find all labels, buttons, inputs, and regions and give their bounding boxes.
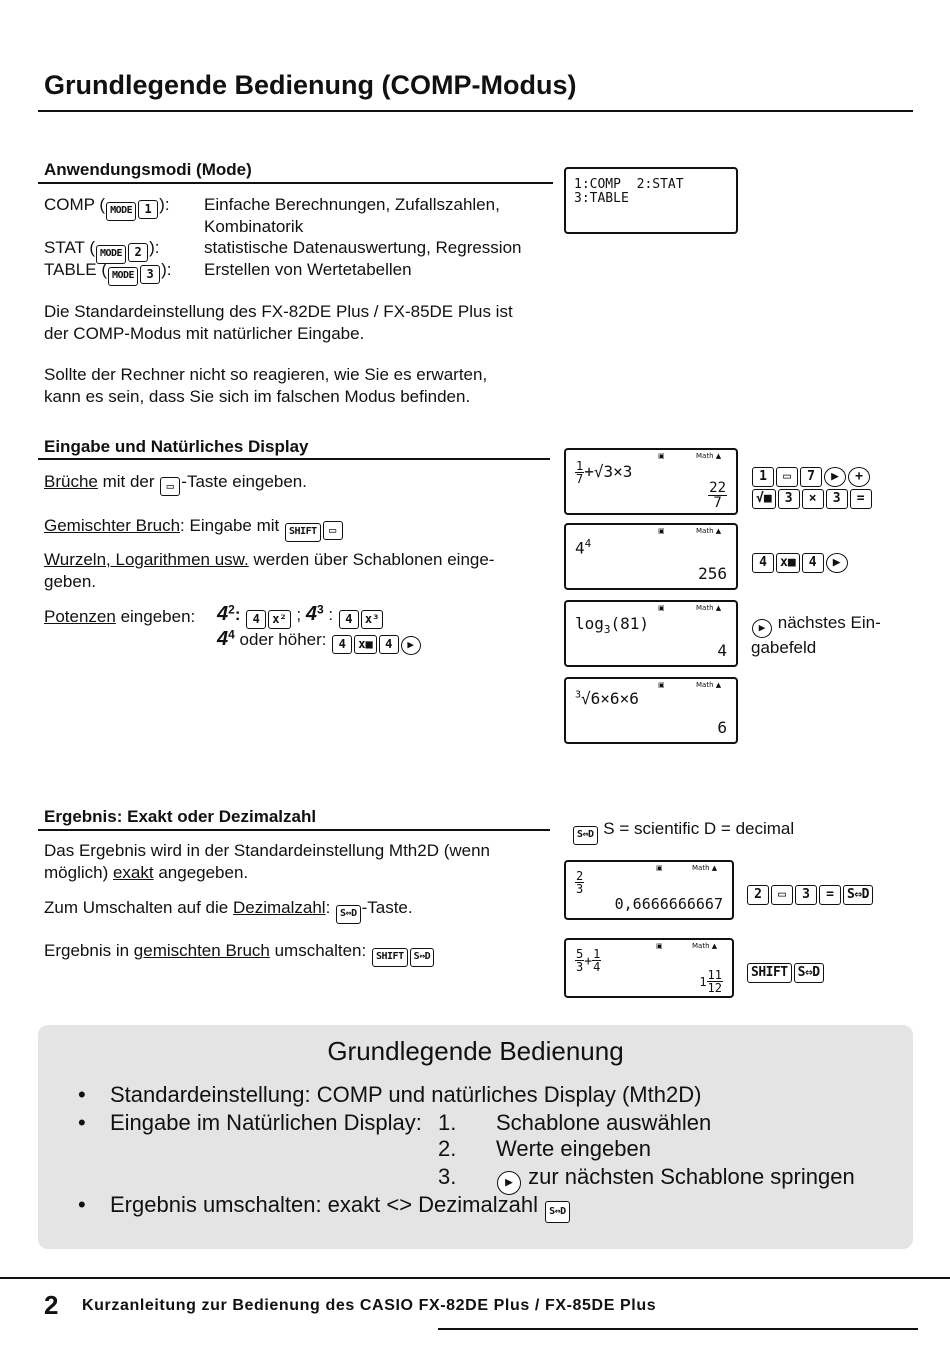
input-heading: Eingabe und Natürliches Display [44, 437, 309, 456]
mode-key: MODE [108, 267, 138, 286]
summary-step-3: ▶ zur nächsten Schablone springen [496, 1163, 855, 1195]
modes-heading-rule [38, 182, 553, 184]
keys-fraction-root-row1: 1 ▭ 7 ▶ + [751, 461, 871, 487]
sd-key: S⇔D [336, 905, 361, 924]
fraction-key: ▭ [323, 521, 343, 540]
screen-decimal: ▣ Math ▲ $\frac{2}{3}$ 0,6666666667 [564, 860, 734, 920]
title-divider [38, 110, 913, 112]
right-arrow-icon: ▶ [826, 553, 848, 573]
mode-stat-desc: statistische Datenauswertung, Regression [204, 238, 522, 257]
summary-step-1: Schablone auswählen [496, 1110, 712, 1135]
mixed-fraction-line: Gemischter Bruch: Eingabe mit SHIFT ▭ [44, 515, 344, 542]
result-exact-paragraph: Das Ergebnis wird in der Standardeinstellung Mth2D (wenn möglich) exakt angegeben. [44, 841, 491, 882]
key-3: 3 [140, 265, 160, 284]
x-squared-key: x² [268, 610, 290, 629]
sd-key: S⇔D [545, 1201, 570, 1223]
screen-logarithm: ▣ Math ▲ $\log_3(81)$ 4 [564, 600, 738, 667]
result-heading: Ergebnis: Exakt oder Dezimalzahl [44, 807, 317, 826]
screen-power: ▣ Math ▲ $4^4$ 256 [564, 523, 738, 590]
mode-table-label: TABLE ( MODE 3 ): [44, 259, 171, 286]
right-arrow-icon: ▶ [824, 467, 846, 487]
screen-mixed-fraction: ▣ Math ▲ $\frac{5}{3}$ + $\frac{1}{4}$ 1 $\frac{11}{12}$ [564, 938, 734, 998]
input-heading-rule [38, 458, 550, 460]
powers-examples: $4^2$: 4 x² ; $4^3$ : 4 x³ [217, 602, 384, 629]
page-number: 2 [44, 1290, 59, 1320]
summary-bullet-input: Eingabe im Natürlichen Display: [110, 1110, 422, 1135]
fractions-line: Brüche mit der ▭ -Taste eingeben. [44, 471, 307, 496]
fraction-key: ▭ [160, 477, 180, 496]
keys-mixed-fraction: SHIFT S⇔D [746, 957, 825, 983]
sd-legend: S⇔D S = scientific D = decimal [572, 818, 794, 845]
default-setting-paragraph: Die Standardeinstellung des FX-82DE Plus / FX-85DE Plus ist der COMP-Modus mit natürlicher Eingabe. [44, 302, 513, 343]
summary-box: Grundlegende Bedienung • Standardeinstellung: COMP und natürliches Display (Mth2D) • Eingabe im Natürlichen Display: 1. Schablone auswählen 2. Werte eingeben 3. ▶ zur nächsten Schablone springen • Ergebnis umschalten: exakt <> Dezimalzahl S⇔D [38, 1025, 913, 1249]
mode-comp-desc: Einfache Berechnungen, Zufallszahlen, Kombinatorik [204, 195, 500, 236]
screen-cube-root: ▣ Math ▲ $^3$√6×6×6 6 [564, 677, 738, 744]
wrong-mode-paragraph: Sollte der Rechner nicht so reagieren, wie Sie es erwarten, kann es sein, dass Sie sich im falschen Modus befinden. [44, 365, 488, 406]
key-2: 2 [128, 243, 148, 262]
keys-decimal: 2 ▭ 3 = S⇔D [746, 879, 874, 905]
result-heading-rule [38, 829, 550, 831]
modes-heading: Anwendungsmodi (Mode) [44, 160, 252, 179]
mode-comp-label: COMP ( MODE 1 ): [44, 194, 170, 221]
footer-underline [438, 1328, 918, 1330]
mode-key: MODE [96, 245, 126, 264]
page-title: Grundlegende Bedienung (COMP-Modus) [44, 70, 577, 100]
powers-line: Potenzen eingeben: [44, 607, 196, 626]
key-4: 4 [379, 635, 399, 654]
mode-menu-text: 1:COMP 2:STAT 3:TABLE [574, 177, 684, 206]
right-arrow-icon: ▶ [401, 636, 421, 655]
mode-table-desc: Erstellen von Wertetabellen [204, 260, 412, 279]
summary-title: Grundlegende Bedienung [327, 1036, 624, 1066]
shift-key: SHIFT [372, 948, 408, 967]
summary-bullet-result: Ergebnis umschalten: exakt <> Dezimalzahl S⇔D [110, 1191, 571, 1223]
roots-line: Wurzeln, Logarithmen usw. werden über Schablonen einge- geben. [44, 550, 495, 591]
x-power-key: x■ [354, 635, 376, 654]
sd-key: S⇔D [410, 948, 435, 967]
x-cubed-key: x³ [361, 610, 383, 629]
mode-key: MODE [106, 202, 136, 221]
summary-bullet-default: Standardeinstellung: COMP und natürliches Display (Mth2D) [110, 1082, 702, 1107]
footer-divider [0, 1277, 950, 1279]
keys-power: 4 x■ 4 ▶ [751, 547, 849, 573]
mode-menu-screen [564, 167, 738, 234]
key-4: 4 [339, 610, 359, 629]
sd-key: S⇔D [573, 826, 598, 845]
key-1: 1 [138, 200, 158, 219]
key-4: 4 [246, 610, 266, 629]
result-decimal-line: Zum Umschalten auf die Dezimalzahl: S⇔D -Taste. [44, 897, 413, 924]
key-4: 4 [332, 635, 352, 654]
shift-key: SHIFT [285, 523, 321, 542]
footer-text: Kurzanleitung zur Bedienung des CASIO FX-82DE Plus / FX-85DE Plus [82, 1297, 657, 1314]
powers-higher: $4^4$ oder höher: 4 x■ 4 ▶ [217, 627, 422, 655]
next-field-note: ▶ nächstes Ein- gabefeld [751, 613, 881, 657]
screen-fraction-root: ▣ Math ▲ $\frac{1}{7}$ +√3×3 $\frac{22}{7}$ [564, 448, 738, 515]
summary-step-2: Werte eingeben [496, 1136, 651, 1161]
result-mixed-line: Ergebnis in gemischten Bruch umschalten: SHIFT S⇔D [44, 940, 435, 967]
right-arrow-icon: ▶ [752, 619, 772, 638]
mode-stat-label: STAT ( MODE 2 ): [44, 237, 159, 264]
keys-fraction-root-row2: √■ 3 × 3 = [751, 483, 873, 509]
right-arrow-icon: ▶ [497, 1171, 521, 1195]
